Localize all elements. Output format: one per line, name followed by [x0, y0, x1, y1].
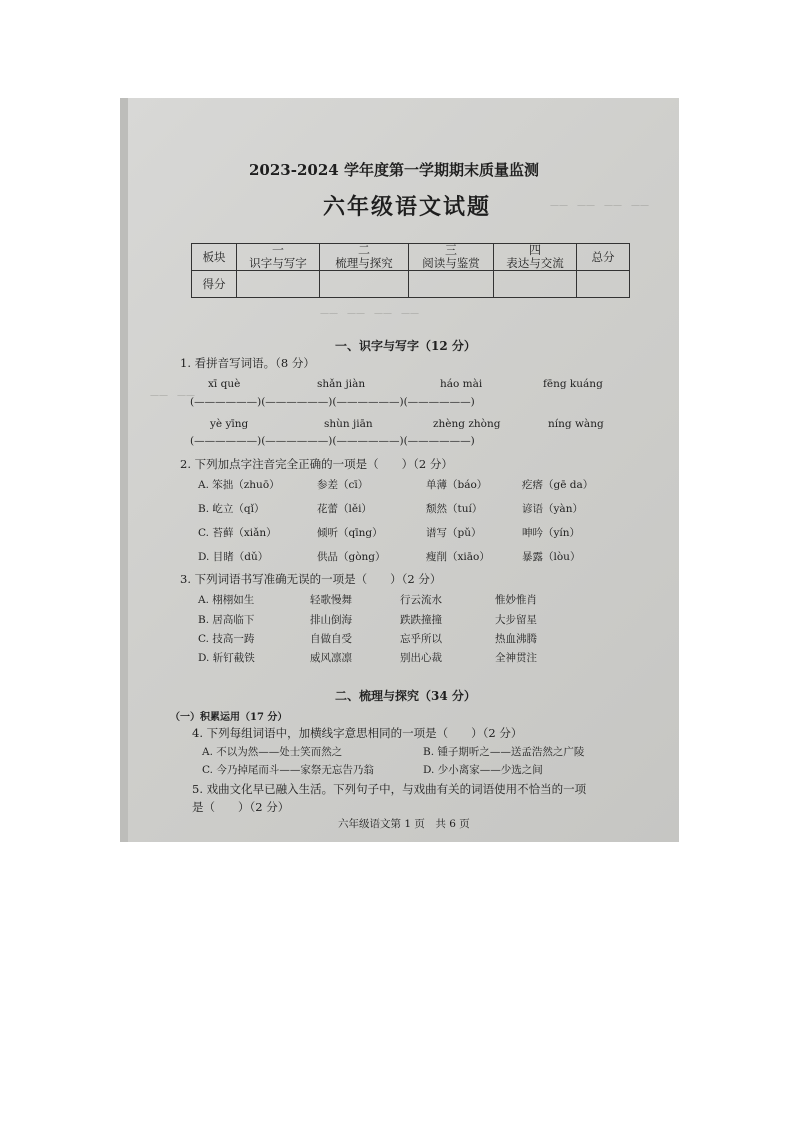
q3-option-b: 排山倒海	[310, 614, 352, 626]
score-cell	[577, 271, 630, 298]
q2-option-c: 呻吟（yín）	[522, 527, 581, 539]
total-col: 总分	[577, 244, 630, 271]
q5-stem-line2: 是（ ）（2 分）	[192, 800, 290, 814]
pinyin: xī què	[208, 378, 241, 390]
score-cell	[237, 271, 320, 298]
scanned-exam-photo	[120, 98, 679, 842]
q3-option-d: 全神贯注	[495, 652, 537, 664]
score-table	[191, 243, 630, 298]
q3-option-b: 跌跌撞撞	[400, 614, 442, 626]
q2-option-c: 倾听（qīng）	[317, 527, 383, 539]
q2-option-a: 疙瘩（gē da）	[522, 479, 594, 491]
q4-option-d: D. 少小离家——少选之间	[423, 764, 543, 776]
score-cell	[409, 271, 494, 298]
pinyin: níng wàng	[548, 418, 604, 430]
q2-option-b: 花蕾（lěi）	[317, 503, 372, 515]
q2-option-b: 颓然（tuí）	[426, 503, 483, 515]
q2-option-d: 瘦削（xiāo）	[426, 551, 490, 563]
q2-option-a: 单薄（báo）	[426, 479, 488, 491]
bleed-through-mark: —— —— —— ——	[320, 309, 420, 319]
q3-option-c: 自做自受	[310, 633, 352, 645]
pinyin: shǎn jiàn	[317, 378, 366, 390]
q2-option-d: 供品（gòng）	[317, 551, 386, 563]
q2-option-b: B. 屹立（qǐ）	[198, 503, 265, 515]
q3-option-d: 别出心裁	[400, 652, 442, 664]
section-col-2: 二 梳理与探究	[320, 244, 409, 271]
q3-stem: 3. 下列词语书写准确无误的一项是（ ）（2 分）	[180, 572, 442, 586]
pinyin: zhèng zhòng	[433, 418, 501, 430]
q2-option-d: D. 目睹（dǔ）	[198, 551, 269, 563]
pinyin: háo mài	[440, 378, 483, 390]
q2-stem: 2. 下列加点字注音完全正确的一项是（ ）（2 分）	[180, 457, 453, 471]
exam-subtitle: 六年级语文试题	[323, 194, 492, 220]
section-col-3: 三 阅读与鉴赏	[409, 244, 494, 271]
q3-option-b: 大步留星	[495, 614, 537, 626]
row-label-score: 得分	[192, 271, 237, 298]
part2-heading: 二、梳理与探究（34 分）	[335, 689, 476, 703]
q4-option-a: A. 不以为然——处士笑而然之	[202, 746, 343, 758]
q2-option-a: A. 笨拙（zhuō）	[198, 479, 280, 491]
q3-option-c: 忘乎所以	[400, 633, 442, 645]
q2-option-c: 谱写（pǔ）	[426, 527, 482, 539]
q2-option-c: C. 苔藓（xiǎn）	[198, 527, 277, 539]
q3-option-c: 热血沸腾	[495, 633, 537, 645]
q2-option-d: 暴露（lòu）	[522, 551, 581, 563]
exam-title: 2023-2024 学年度第一学期期末质量监测	[249, 161, 539, 179]
pinyin: shùn jiān	[324, 418, 373, 430]
bleed-through-mark: —— ——	[150, 391, 196, 401]
answer-brackets-row1: (——————)(——————)(——————)(——————)	[190, 396, 475, 408]
q3-option-b: B. 居高临下	[198, 614, 255, 626]
q5-stem-line1: 5. 戏曲文化早已融入生活。下列句子中，与戏曲有关的词语使用不恰当的一项	[192, 782, 587, 796]
pinyin: yè yīng	[210, 418, 249, 430]
bleed-through-mark: —— —— —— ——	[550, 201, 650, 211]
q3-option-a: 惟妙惟肖	[495, 594, 537, 606]
q3-option-a: A. 栩栩如生	[198, 594, 255, 606]
q3-option-d: D. 斩钉截铁	[198, 652, 255, 664]
score-cell	[320, 271, 409, 298]
paper-edge-shadow	[120, 98, 128, 842]
part1-heading: 一、识字与写字（12 分）	[335, 339, 476, 353]
q4-stem: 4. 下列每组词语中，加横线字意思相同的一项是（ ）（2 分）	[192, 726, 523, 740]
pinyin: fēng kuáng	[543, 378, 603, 390]
section-col-1: 一 识字与写字	[237, 244, 320, 271]
score-cell	[494, 271, 577, 298]
page-footer: 六年级语文第 1 页 共 6 页	[338, 818, 470, 830]
section-col-4: 四 表达与交流	[494, 244, 577, 271]
q4-option-c: C. 今乃掉尾而斗——家祭无忘告乃翁	[202, 764, 374, 776]
q3-option-d: 威风凛凛	[310, 652, 352, 664]
q2-option-a: 参差（cī）	[317, 479, 369, 491]
q4-option-b: B. 锺子期听之——送孟浩然之广陵	[423, 746, 585, 758]
answer-brackets-row2: (——————)(——————)(——————)(——————)	[190, 435, 475, 447]
row-label-section: 板块	[192, 244, 237, 271]
q3-option-a: 行云流水	[400, 594, 442, 606]
q3-option-c: C. 技高一踌	[198, 633, 255, 645]
q3-option-a: 轻歌慢舞	[310, 594, 352, 606]
part2-subheading: （一）积累运用（17 分）	[170, 712, 288, 723]
q1-stem: 1. 看拼音写词语。（8 分）	[180, 356, 315, 370]
q2-option-b: 谚语（yàn）	[522, 503, 583, 515]
